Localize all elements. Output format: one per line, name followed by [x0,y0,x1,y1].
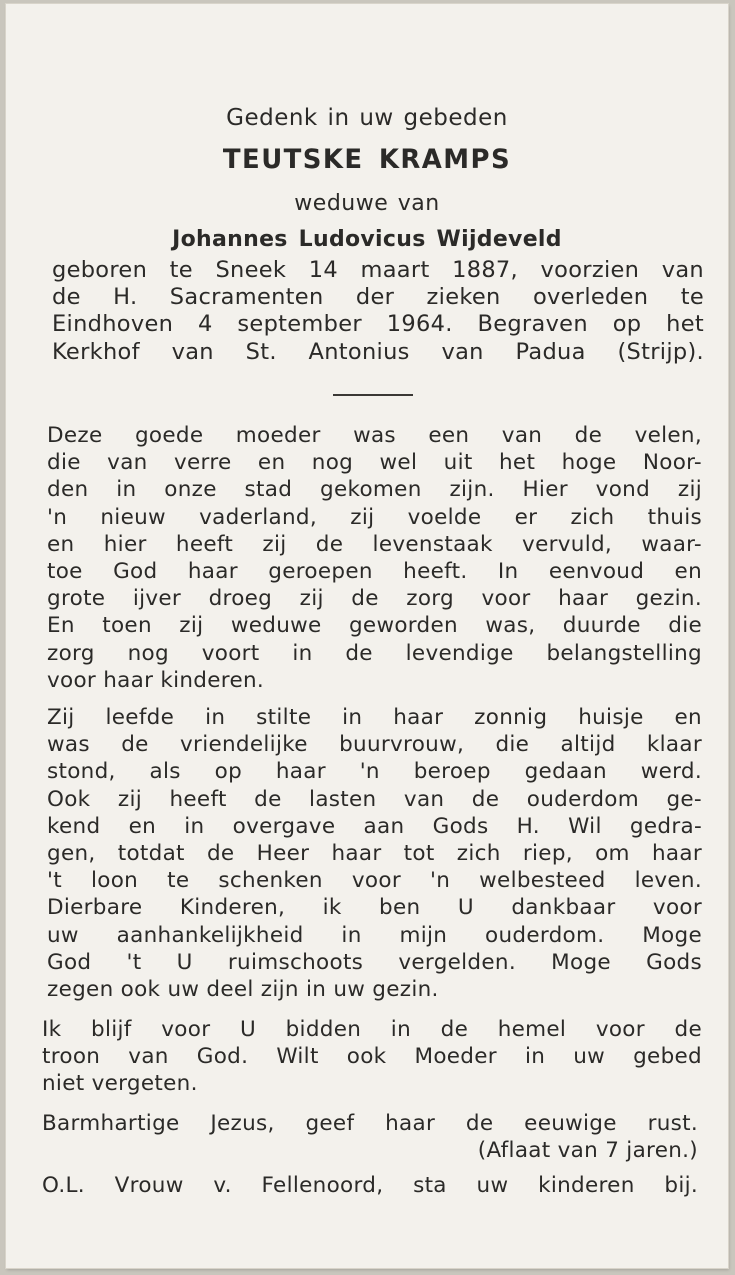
text-line: was de vriendelijke buurvrouw, die altijd klaar [47,732,702,758]
text-line: zorg nog voort in de levendige belangstelling [47,640,702,666]
text-line: voor haar kinderen. [47,667,265,693]
prayer [42,1110,698,1164]
text-line: niet vergeten. [42,1071,198,1097]
text-line: troon van God. Wilt ook Moeder in uw gebed [42,1044,702,1070]
text-line: die van verre en nog wel uit het hoge Noor- [47,450,702,476]
text-line: grote ijver droeg zij de zorg voor haar gezin. [47,586,702,612]
text-line: Ik blijf voor U bidden in de hemel voor de [42,1017,702,1042]
text-line: 't loon te schenken voor 'n welbesteed leven. [47,868,702,894]
deceased-name: TEUTSKE KRAMPS [222,144,512,175]
prayer-line: Barmhartige Jezus, geef haar de eeuwige rust. [42,1111,698,1136]
text-line: gen, totdat de Heer haar tot zich riep, om haar [47,840,702,866]
divider-rule [333,394,413,396]
text-line: Eindhoven 4 september 1964. Begraven op het [52,311,704,338]
husband-name: Johannes Ludovicus Wijdeveld [172,227,562,252]
text-line: den in onze stad gekomen zijn. Hier vond zij [47,477,702,503]
text-line: de H. Sacramenten der zieken overleden te [52,284,704,311]
text-line: God 't U ruimschoots vergelden. Moge Gods [47,949,702,975]
memorial-card [6,4,728,1268]
invocation-line: O.L. Vrouw v. Fellenoord, sta uw kinderen bij. [42,1173,698,1198]
text-line: stond, als op haar 'n beroep gedaan werd. [47,759,702,785]
text-line: En toen zij weduwe geworden was, duurde die [47,613,702,639]
text-line: Dierbare Kinderen, ik ben U dankbaar voor [47,895,702,921]
intro-line: Gedenk in uw gebeden [226,105,508,131]
indulgence-note: (Aflaat van 7 jaren.) [477,1138,698,1164]
text-line: Ook zij heeft de lasten van de ouderdom ge- [47,786,702,812]
text-line: Zij leefde in stilte in haar zonnig huisje en [47,705,702,730]
widow-of-line: weduwe van [294,191,440,216]
text-line: kend en in overgave aan Gods H. Wil gedra- [47,813,702,839]
paragraph-2 [47,704,702,1003]
text-line: toe God haar geroepen heeft. In eenvoud en [47,558,702,584]
text-line: geboren te Sneek 14 maart 1887, voorzien van [52,257,704,283]
text-line: Kerkhof van St. Antonius van Padua (Strijp). [52,338,704,365]
invocation [42,1172,698,1199]
text-line: en hier heeft zij de levenstaak vervuld, waar- [47,531,702,557]
paragraph-1 [47,422,702,694]
paragraph-3 [42,1016,702,1098]
text-line: uw aanhankelijkheid in mijn ouderdom. Moge [47,922,702,948]
text-line: zegen ook uw deel zijn in uw gezin. [47,976,439,1002]
biography [52,257,704,366]
text-line: 'n nieuw vaderland, zij voelde er zich thuis [47,504,702,530]
text-line: Deze goede moeder was een van de velen, [47,423,702,448]
